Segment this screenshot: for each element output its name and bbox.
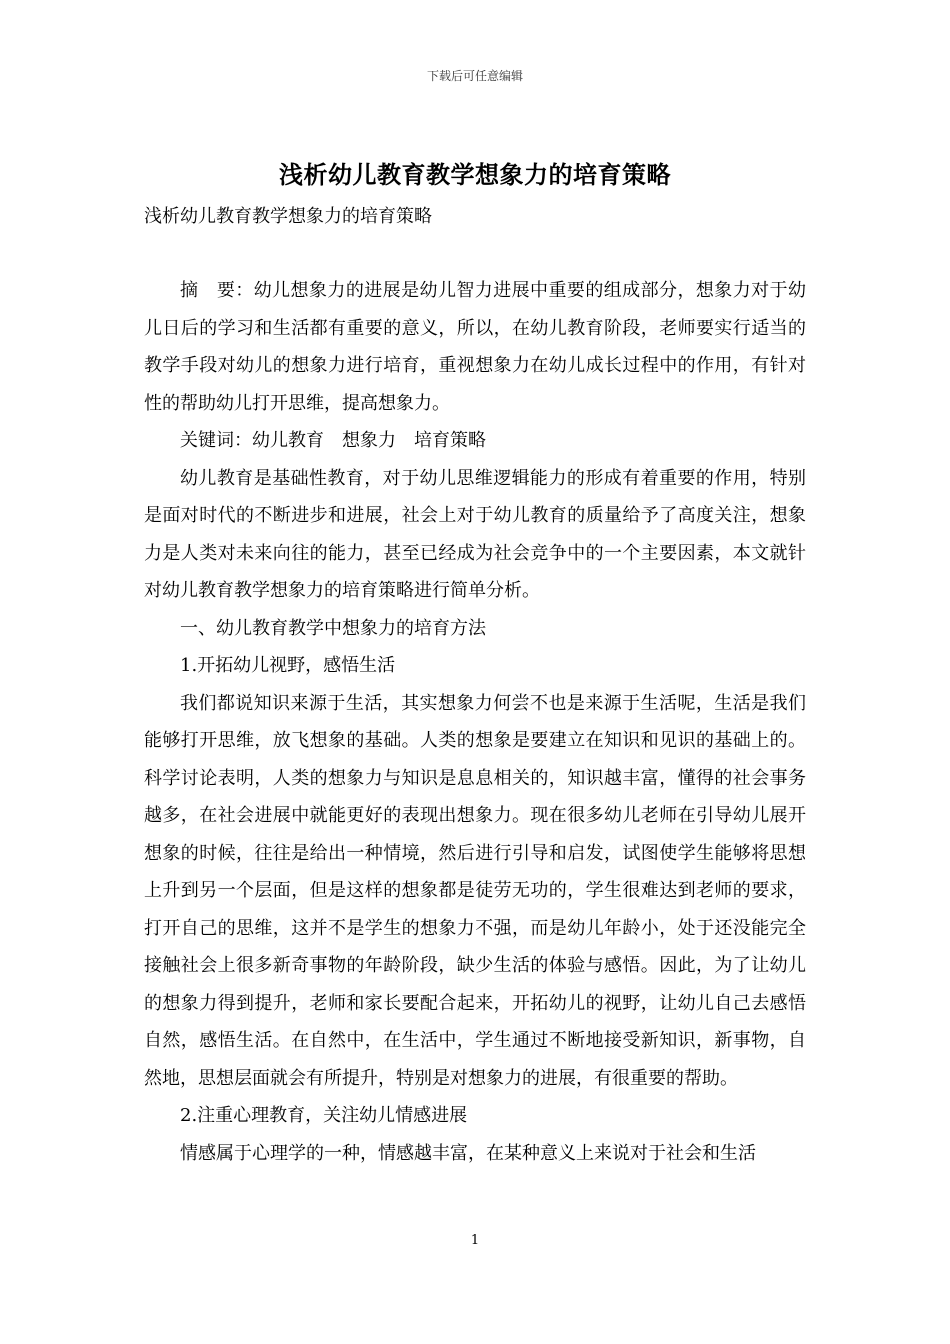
document-subtitle: 浅析幼儿教育教学想象力的培育策略 — [144, 206, 432, 227]
subsection-heading: 1.开拓幼儿视野，感悟生活 — [180, 655, 396, 676]
section-heading: 一、幼儿教育教学中想象力的培育方法 — [180, 617, 486, 639]
page-header-note: 下载后可任意编辑 — [426, 69, 523, 83]
body-paragraph: 我们都说知识来源于生活，其实想象力何尝不也是来源于生活呢，生活是我们能够打开思维，放飞想象的基础。人类的想象是要建立在知识和见识的基础上的。科学讨论表明，人类的想象力与知识是息息相关的，知识越丰富，懂得的社会事务越多，在社会进展中就能更好的表现出想象力。现在很多幼儿老师在引导幼儿展开想象的时候，往往是给出一种情境，然后进行引导和启发，试图使学生能够将思想上升到另一个层面，但是这样的想象都是徒劳无功的，学生很难达到老师的要求，打开自己的思维，这并不是学生的想象力不强，而是幼儿年龄小，处于还没能完全接触社会上很多新奇事物的年龄阶段，缺少生活的体验与感悟。因此，为了让幼儿的想象力得到提升，老师和家长要配合起来，开拓幼儿的视野，让幼儿自己去感悟自然，感悟生活。在自然中，在生活中，学生通过不断地接受新知识，新事物，自然地，思想层面就会有所提升，特别是对想象力的进展，有很重要的帮助。 — [144, 692, 806, 1089]
page-number: 1 — [470, 1233, 480, 1248]
abstract-paragraph: 摘 要：幼儿想象力的进展是幼儿智力进展中重要的组成部分，想象力对于幼儿日后的学习和生活都有重要的意义，所以，在幼儿教育阶段，老师要实行适当的教学手段对幼儿的想象力进行培育，重视想象力在幼儿成长过程中的作用，有针对性的帮助幼儿打开思维，提高想象力。 — [144, 280, 806, 414]
document-title: 浅析幼儿教育教学想象力的培育策略 — [279, 160, 671, 189]
body-paragraph: 情感属于心理学的一种，情感越丰富，在某种意义上来说对于社会和生活 — [180, 1142, 756, 1164]
intro-paragraph: 幼儿教育是基础性教育，对于幼儿思维逻辑能力的形成有着重要的作用，特别是面对时代的不断进步和进展，社会上对于幼儿教育的质量给予了高度关注，想象力是人类对未来向往的能力，甚至已经成为社会竞争中的一个主要因素，本文就针对幼儿教育教学想象力的培育策略进行简单分析。 — [144, 467, 806, 601]
document-body — [144, 272, 806, 1172]
keywords-paragraph: 关键词：幼儿教育 想象力 培育策略 — [180, 430, 486, 451]
subsection-heading: 2.注重心理教育，关注幼儿情感进展 — [180, 1105, 468, 1126]
